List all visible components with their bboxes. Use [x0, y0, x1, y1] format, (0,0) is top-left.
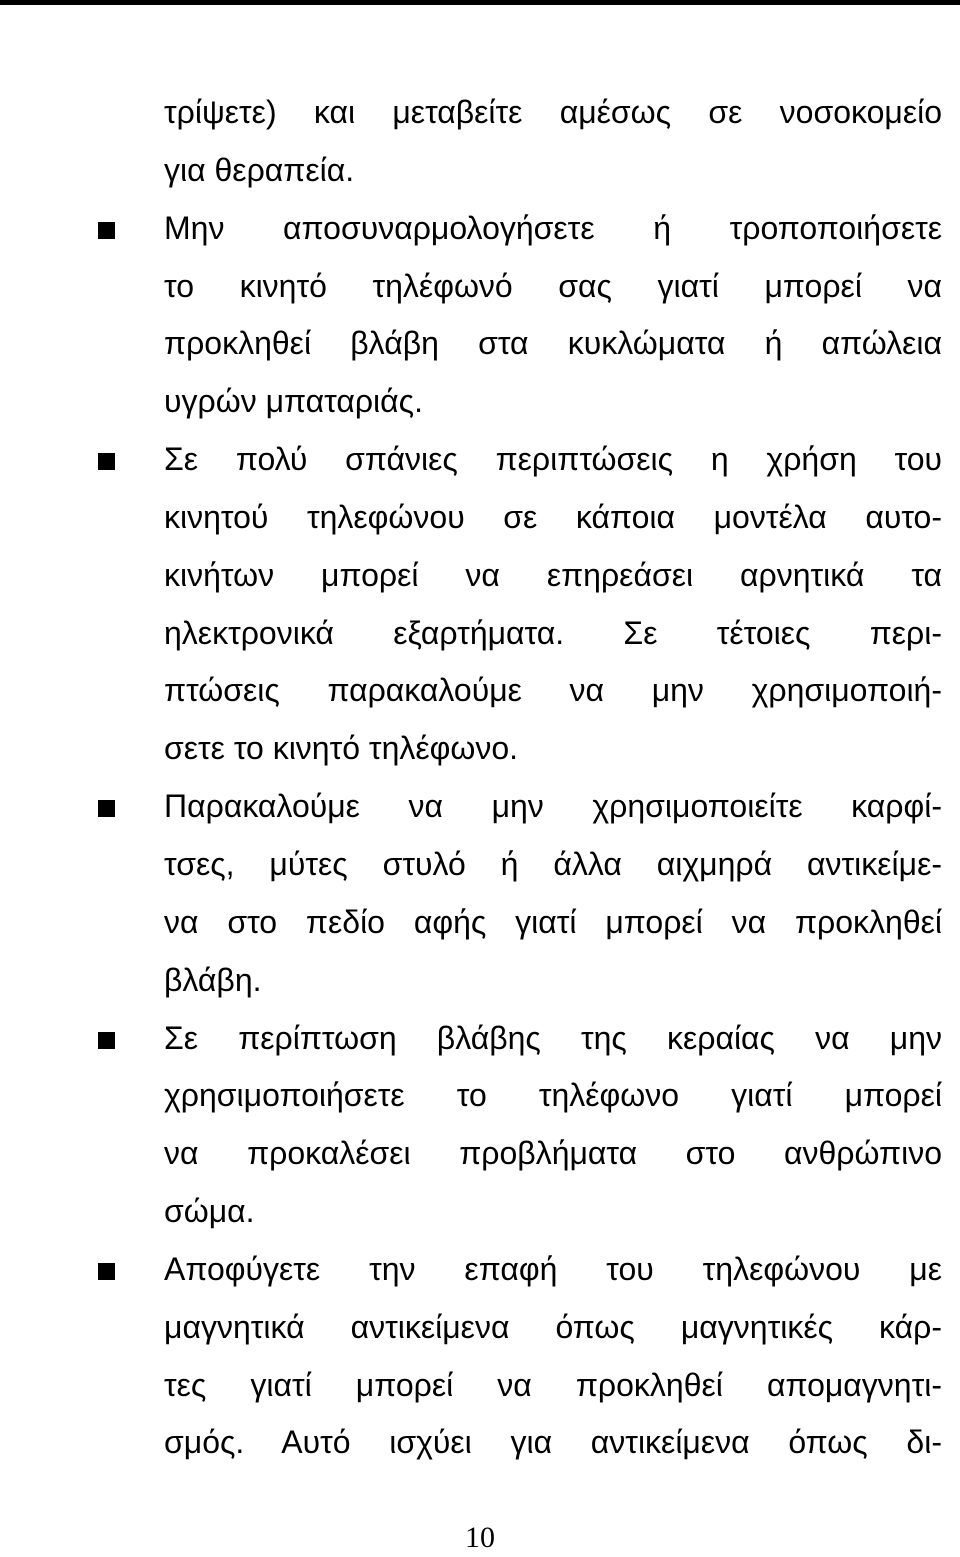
- paragraph-text: το κινητό τηλέφωνό σας γιατί μπορεί να: [164, 267, 942, 304]
- paragraph-text: προκληθεί βλάβη στα κυκλώματα ή απώλεια: [164, 325, 942, 362]
- paragraph-line: [0, 315, 960, 373]
- paragraph-text: υγρών μπαταριάς.: [164, 383, 423, 420]
- page-number: 10: [465, 1521, 495, 1554]
- square-bullet-icon: [98, 800, 115, 817]
- paragraph-text: ηλεκτρονικά εξαρτήματα. Σε τέτοιες περι-: [164, 614, 942, 651]
- paragraph-line: [0, 952, 960, 1010]
- paragraph-line: [0, 258, 960, 316]
- paragraph-text: τσες, μύτες στυλό ή άλλα αιχμηρά αντικείμε-: [164, 845, 942, 882]
- paragraph-line: [0, 662, 960, 720]
- safety-instructions-body: [0, 84, 960, 1472]
- paragraph-text: κινητού τηλεφώνου σε κάποια μοντέλα αυτο-: [164, 498, 942, 535]
- bullet-item-sharp-objects: [0, 778, 960, 836]
- paragraph-line: [0, 1357, 960, 1415]
- paragraph-line: [0, 605, 960, 663]
- paragraph-text: Μην αποσυναρμολογήσετε ή τροποποιήσετε: [164, 209, 942, 246]
- square-bullet-icon: [98, 1032, 115, 1049]
- paragraph-text: τρίψετε) και μεταβείτε αμέσως σε νοσοκομείο: [164, 94, 942, 130]
- paragraph-text: για θεραπεία.: [164, 151, 355, 188]
- paragraph-text: σετε το κινητό τηλέφωνο.: [164, 730, 519, 767]
- bullet-item-magnetic: [0, 1241, 960, 1299]
- bullet-item-antenna: [0, 1010, 960, 1068]
- paragraph-line: [0, 894, 960, 952]
- paragraph-line: [0, 1125, 960, 1183]
- paragraph-text: να προκαλέσει προβλήματα στο ανθρώπινο: [164, 1135, 942, 1172]
- paragraph-line: [0, 1414, 960, 1472]
- paragraph-text: τες γιατί μπορεί να προκληθεί απομαγνητι-: [164, 1366, 942, 1403]
- paragraph-text: μαγνητικά αντικείμενα όπως μαγνητικές κάρ-: [164, 1308, 942, 1345]
- paragraph-text: σμός. Αυτό ισχύει για αντικείμενα όπως δι-: [164, 1424, 942, 1461]
- paragraph-line: [0, 84, 960, 142]
- paragraph-line: [0, 547, 960, 605]
- paragraph-line: [0, 836, 960, 894]
- top-border-rule: [0, 0, 960, 5]
- paragraph-text: βλάβη.: [164, 961, 262, 998]
- paragraph-line: [0, 1299, 960, 1357]
- bullet-item-disassembly: [0, 200, 960, 258]
- paragraph-text: να στο πεδίο αφής γιατί μπορεί να προκληθεί: [164, 903, 942, 940]
- paragraph-text: χρησιμοποιήσετε το τηλέφωνο γιατί μπορεί: [164, 1077, 942, 1114]
- square-bullet-icon: [98, 1263, 115, 1280]
- paragraph-line: [0, 489, 960, 547]
- paragraph-line: [0, 1183, 960, 1241]
- square-bullet-icon: [98, 222, 115, 239]
- paragraph-text: Σε πολύ σπάνιες περιπτώσεις η χρήση του: [164, 441, 942, 478]
- paragraph-line: [0, 142, 960, 200]
- paragraph-line: [0, 720, 960, 778]
- paragraph-line: [0, 373, 960, 431]
- paragraph-text: κινήτων μπορεί να επηρεάσει αρνητικά τα: [164, 556, 942, 593]
- paragraph-line: [0, 1067, 960, 1125]
- paragraph-text: σώμα.: [164, 1193, 255, 1230]
- square-bullet-icon: [98, 453, 115, 470]
- paragraph-text: Αποφύγετε την επαφή του τηλεφώνου με: [164, 1250, 942, 1287]
- paragraph-text: Παρακαλούμε να μην χρησιμοποιείτε καρφί-: [164, 788, 942, 825]
- paragraph-text: Σε περίπτωση βλάβης της κεραίας να μην: [164, 1019, 942, 1056]
- paragraph-text: πτώσεις παρακαλούμε να μην χρησιμοποιή-: [164, 672, 942, 709]
- bullet-item-vehicles: [0, 431, 960, 489]
